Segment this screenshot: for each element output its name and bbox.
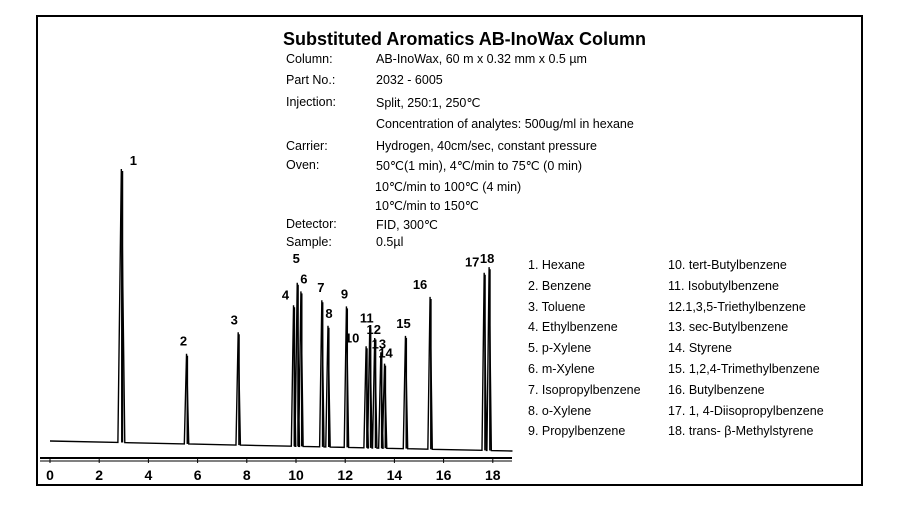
legend-item: 10. tert-Butylbenzene: [668, 258, 787, 272]
condition-value: Concentration of analytes: 500ug/ml in hexane: [376, 117, 634, 131]
peak-label: 16: [412, 276, 428, 292]
legend-item: 12.1,3,5-Triethylbenzene: [668, 299, 806, 314]
legend-item: 3. Toluene: [528, 299, 586, 314]
legend-item: 18. trans- β-Methylstyrene: [668, 424, 814, 439]
legend-item: 13. sec-Butylbenzene: [668, 320, 789, 335]
chart-title: Substituted Aromatics AB-InoWax Column: [283, 29, 647, 49]
peak-label: 3: [230, 312, 238, 328]
condition-label: Oven:: [286, 158, 320, 172]
peak-label: 8: [325, 305, 333, 321]
condition-value: AB-InoWax, 60 m x 0.32 mm x 0.5 µm: [376, 52, 587, 66]
condition-label: Carrier:: [286, 139, 328, 153]
peak-label: 7: [317, 280, 325, 296]
condition-label: Sample:: [286, 235, 332, 249]
peak-label: 10: [344, 330, 360, 346]
x-tick-label: 0: [46, 467, 54, 483]
legend-item: 11. Isobutylbenzene: [668, 278, 779, 293]
x-tick-label: 18: [485, 467, 501, 483]
legend-item: 4. Ethylbenzene: [528, 320, 618, 335]
trace-layer: [50, 169, 512, 451]
legend-item: 7. Isopropylbenzene: [528, 382, 641, 397]
peak-label: 4: [281, 287, 290, 303]
peak-label: 6: [300, 271, 308, 287]
condition-value: 50℃(1 min), 4℃/min to 75℃ (0 min): [376, 159, 583, 173]
condition-value: 10℃/min to 100℃ (4 min): [375, 180, 522, 194]
legend-item: 2. Benzene: [528, 278, 592, 293]
peak-label: 2: [179, 333, 188, 349]
chromatogram-trace: [50, 169, 512, 451]
condition-value: FID, 300℃: [376, 218, 438, 232]
x-tick-label: 16: [435, 467, 452, 483]
condition-value: Hydrogen, 40cm/sec, constant pressure: [376, 139, 597, 153]
legend-item: 9. Propylbenzene: [528, 424, 626, 439]
x-axis: [40, 458, 512, 483]
condition-value: Split, 250:1, 250℃: [376, 96, 481, 110]
legend-item: 5. p-Xylene: [528, 341, 592, 356]
peak-label: 9: [340, 286, 349, 302]
legend-item: 16. Butylbenzene: [668, 382, 765, 397]
peak-label: 13: [371, 336, 387, 352]
condition-value: 10℃/min to 150℃: [375, 199, 479, 213]
x-tick-label: 12: [337, 467, 353, 483]
legend-item: 6. m-Xylene: [528, 362, 595, 376]
condition-label: Column:: [286, 52, 333, 66]
condition-label: Detector:: [286, 217, 337, 231]
peak-label: 12: [366, 322, 381, 338]
x-tick-label: 4: [144, 467, 153, 483]
legend-item: 14. Styrene: [668, 341, 732, 356]
peak-labels: [130, 153, 495, 361]
x-tick-label: 2: [95, 467, 104, 483]
peak-label: 17: [464, 254, 480, 270]
condition-value: 0.5µl: [376, 235, 404, 249]
x-tick-label: 6: [193, 467, 202, 483]
peak-label: 5: [292, 250, 300, 266]
peak-label: 15: [396, 315, 411, 331]
peak-label: 11: [359, 310, 374, 326]
x-tick-label: 8: [242, 467, 251, 483]
peak-label: 1: [129, 153, 137, 169]
legend-item: 8. o-Xylene: [528, 403, 592, 418]
condition-value: 2032 - 6005: [376, 73, 443, 87]
condition-label: Injection:: [286, 95, 337, 109]
condition-label: Part No.:: [286, 73, 336, 87]
x-tick-label: 14: [386, 467, 403, 483]
legend-item: 1. Hexane: [528, 258, 585, 272]
legend-item: 17. 1, 4-Diisopropylbenzene: [668, 403, 824, 418]
peak-label: 18: [479, 251, 495, 267]
legend-item: 15. 1,2,4-Trimethylbenzene: [668, 362, 820, 376]
x-tick-label: 10: [288, 467, 304, 483]
peak-label: 14: [378, 345, 393, 361]
